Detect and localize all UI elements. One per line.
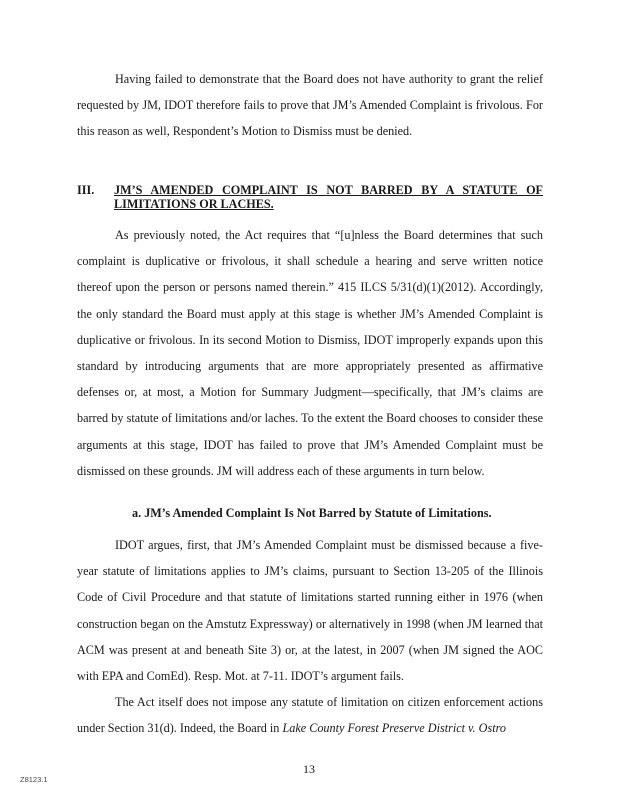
paragraph-lead-text: The Act itself does not impose any statute of limitation on citizen enforcement actions under Section 31(d). Indeed, the Board in [77,695,543,736]
subsection-heading: a. JM’s Amended Complaint Is Not Barred by Statute of Limitations. [132,506,492,520]
page-number: 13 [303,762,315,776]
paragraph-standard-of-review: As previously noted, the Act requires that “[u]nless the Board determines that such complaint is duplicative or frivolous, it shall schedule a hearing and serve written notice thereof upon the person or persons named therein.” 415 ILCS 5/31(d)(1)(2012). Accordingly, the only standard the Board must apply at this stage is whether JM’s Amended Complaint is duplicative or frivolous. In its second Motion to Dismiss, IDOT improperly expands upon this standard by introducing arguments that are more appropriately presented as affirmative defenses or, at most, a Motion for Summary Judgment—specifically, that JM’s claims are barred by statute of limitations and/or laches. To the extent the Board chooses to consider these arguments at this stage, IDOT has failed to prove that JM’s Amended Complaint must be dismissed on these grounds. JM will address each of these arguments in turn below. [77,228,543,478]
paragraph-frivolous-conclusion: Having failed to demonstrate that the Board does not have authority to grant the relief requested by JM, IDOT therefore fails to prove that JM’s Amended Complaint is frivolous. For this reason as well, Respondent’s Motion to Dismiss must be denied. [77,72,543,139]
section-number: III. [77,183,95,197]
case-citation: Lake County Forest Preserve District v. Ostro [282,721,506,736]
paragraph-act-no-limitation [77,689,543,741]
paragraph-idot-argument: IDOT argues, first, that JM’s Amended Complaint must be dismissed because a five-year statute of limitations applies to JM’s claims, pursuant to Section 13-205 of the Illinois Code of Civil Procedure and that statute of limitations started running either in 1976 (when construction began on the Amstutz Expressway) or alternatively in 1998 (when JM learned that ACM was present at and beneath Site 3) or, at the latest, in 2007 (when JM signed the AOC with EPA and ComEd). Resp. Mot. at 7-11. IDOT’s argument fails. [77,538,543,684]
document-footer-code: Z8123.1 [20,775,48,784]
section-title: JM’S AMENDED COMPLAINT IS NOT BARRED BY A STATUTE OF LIMITATIONS OR LACHES. [114,183,543,211]
